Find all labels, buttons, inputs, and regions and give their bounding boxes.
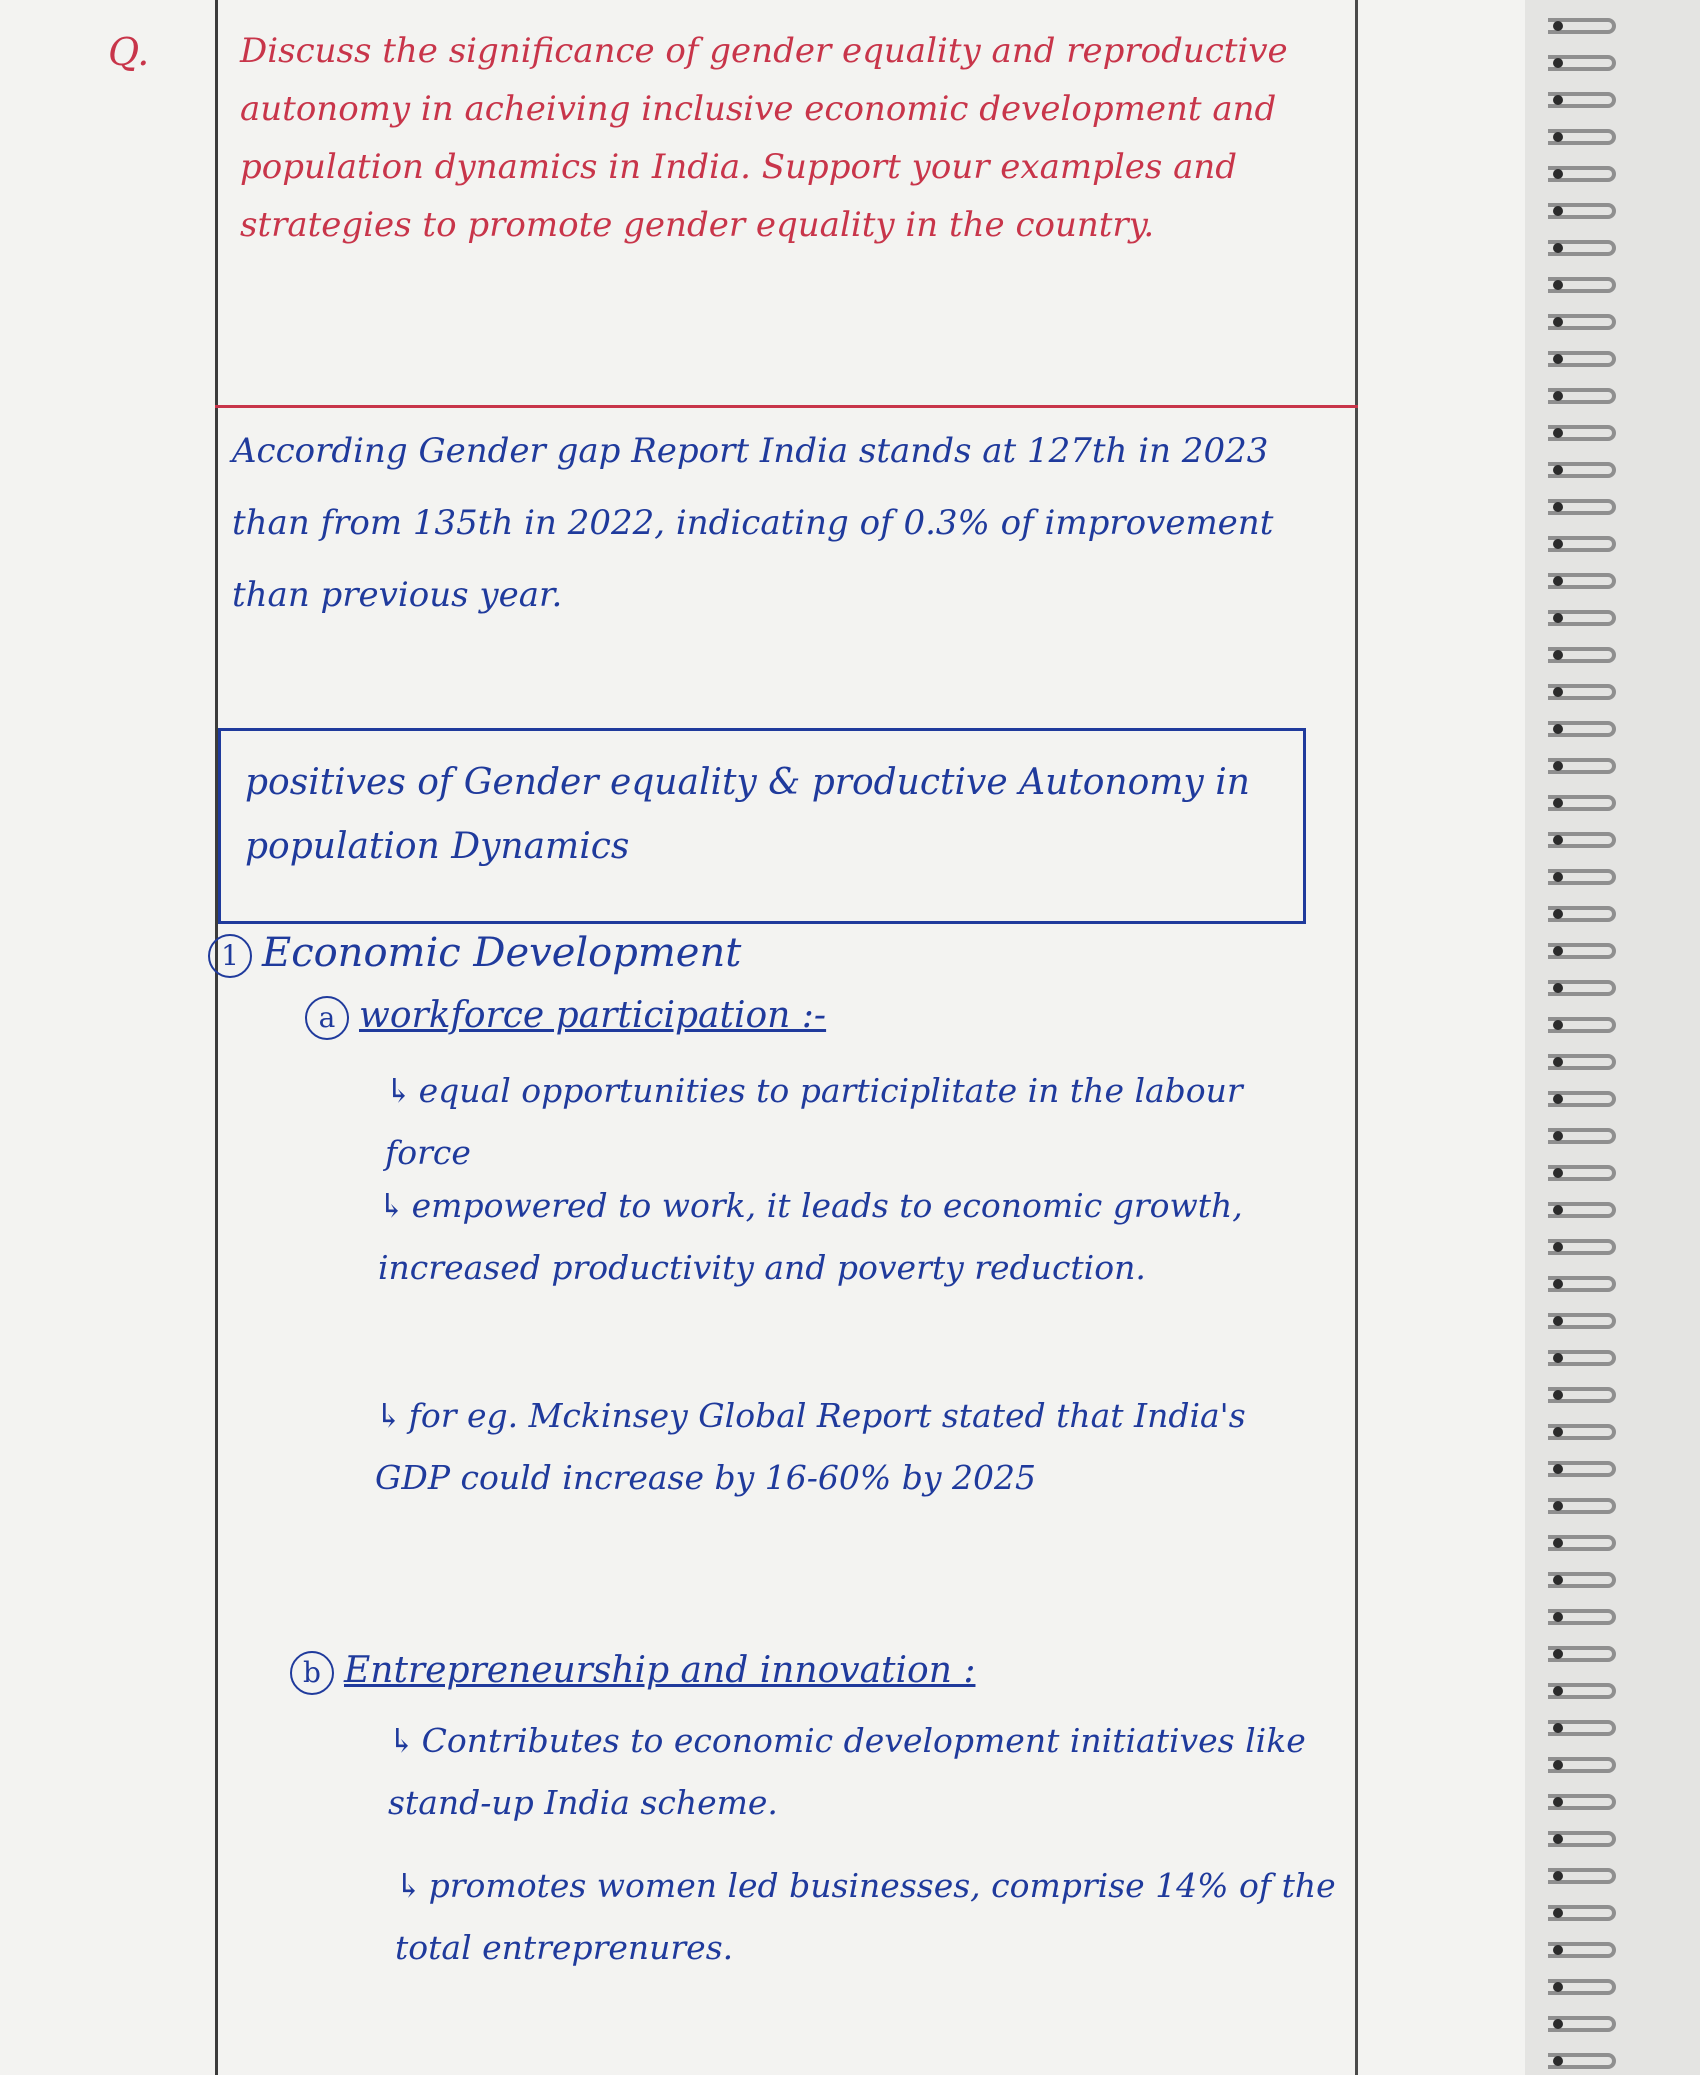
point-a2: ↳ empowered to work, it leads to economic growth, increased productivity and poverty reduction. <box>378 1186 1243 1287</box>
binding-hole <box>1553 613 1563 623</box>
binding-hole <box>1553 1353 1563 1363</box>
binding-hole <box>1553 1834 1563 1844</box>
binding-hole <box>1553 1168 1563 1178</box>
binding-hole <box>1553 1242 1563 1252</box>
binding-hole <box>1553 1131 1563 1141</box>
section-economic-development <box>208 925 741 981</box>
binding-hole <box>1553 1464 1563 1474</box>
page-right-edge <box>1355 0 1358 2075</box>
point-b2: ↳ promotes women led businesses, comprise 14% of the total entreprenures. <box>395 1866 1336 1967</box>
binding-hole <box>1553 724 1563 734</box>
question-mark-label: Q. <box>108 30 150 74</box>
positives-heading: positives of Gender equality & productive Autonomy in population Dynamics <box>245 762 1250 867</box>
binding-hole <box>1553 317 1563 327</box>
arrow-icon: ↳ <box>388 1721 416 1760</box>
binding-hole <box>1553 1538 1563 1548</box>
binding-hole <box>1553 391 1563 401</box>
binding-hole <box>1553 1945 1563 1955</box>
binding-hole <box>1553 983 1563 993</box>
binding-hole <box>1553 1982 1563 1992</box>
binding-hole <box>1553 650 1563 660</box>
arrow-icon: ↳ <box>375 1396 403 1435</box>
binding-hole <box>1553 1575 1563 1585</box>
binding-hole <box>1553 1427 1563 1437</box>
positives-heading-box <box>218 728 1306 924</box>
binding-hole <box>1553 1649 1563 1659</box>
binding-hole <box>1553 576 1563 586</box>
binding-hole <box>1553 1020 1563 1030</box>
binding-hole <box>1553 1723 1563 1733</box>
binding-hole <box>1553 1205 1563 1215</box>
binding-hole <box>1553 21 1563 31</box>
binding-hole <box>1553 1316 1563 1326</box>
binding-hole <box>1553 946 1563 956</box>
binding-hole <box>1553 1797 1563 1807</box>
binding-hole <box>1553 761 1563 771</box>
binding-hole <box>1553 465 1563 475</box>
binding-hole <box>1553 243 1563 253</box>
binding-hole <box>1553 1686 1563 1696</box>
binding-hole <box>1553 428 1563 438</box>
margin-line <box>215 0 218 2075</box>
binding-hole <box>1553 1057 1563 1067</box>
subsection-a-title: workforce participation :- <box>359 995 827 1036</box>
arrow-icon: ↳ <box>385 1071 413 1110</box>
subsection-b-heading <box>290 1645 975 1697</box>
binding-hole <box>1553 502 1563 512</box>
binding-hole <box>1553 1094 1563 1104</box>
binding-hole <box>1553 872 1563 882</box>
binding-hole <box>1553 58 1563 68</box>
question-text: Discuss the significance of gender equality and reproductive autonomy in acheiving inclusive economic development and population dynamics in India. Support your examples and strategies to promote gender equality in the country. <box>240 31 1288 245</box>
binding-hole <box>1553 798 1563 808</box>
arrow-icon: ↳ <box>378 1186 406 1225</box>
binding-hole <box>1553 1390 1563 1400</box>
subsection-a-heading <box>305 990 826 1042</box>
binding-hole <box>1553 132 1563 142</box>
binding-hole <box>1553 1871 1563 1881</box>
arrow-icon: ↳ <box>395 1866 423 1905</box>
binding-hole <box>1553 1760 1563 1770</box>
binding-hole <box>1553 280 1563 290</box>
binding-hole <box>1553 1908 1563 1918</box>
binding-hole <box>1553 95 1563 105</box>
subsection-b-title: Entrepreneurship and innovation : <box>344 1650 976 1691</box>
intro-paragraph: According Gender gap Report India stands at 127th in 2023 than from 135th in 2022, indicating of 0.3% of improvement than previous year. <box>232 431 1274 615</box>
binding-hole <box>1553 687 1563 697</box>
binding-hole <box>1553 206 1563 216</box>
binding-hole <box>1553 169 1563 179</box>
binding-hole <box>1553 835 1563 845</box>
binding-hole <box>1553 1612 1563 1622</box>
binding-hole <box>1553 354 1563 364</box>
binding-hole <box>1553 909 1563 919</box>
section-title: Economic Development <box>262 930 742 976</box>
point-a1: ↳ equal opportunities to participlitate in the labour force <box>385 1071 1243 1172</box>
subsection-a-letter: a <box>305 996 349 1040</box>
question-divider <box>215 405 1358 408</box>
point-b1: ↳ Contributes to economic development initiatives like stand-up India scheme. <box>388 1721 1306 1822</box>
subsection-b-letter: b <box>290 1651 334 1695</box>
binding-hole <box>1553 1279 1563 1289</box>
point-a3: ↳ for eg. Mckinsey Global Report stated that India's GDP could increase by 16-60% by 2025 <box>375 1396 1246 1497</box>
binding-hole <box>1553 539 1563 549</box>
binding-hole <box>1553 2056 1563 2066</box>
binding-hole <box>1553 1501 1563 1511</box>
binding-hole <box>1553 2019 1563 2029</box>
section-number: 1 <box>208 934 252 978</box>
